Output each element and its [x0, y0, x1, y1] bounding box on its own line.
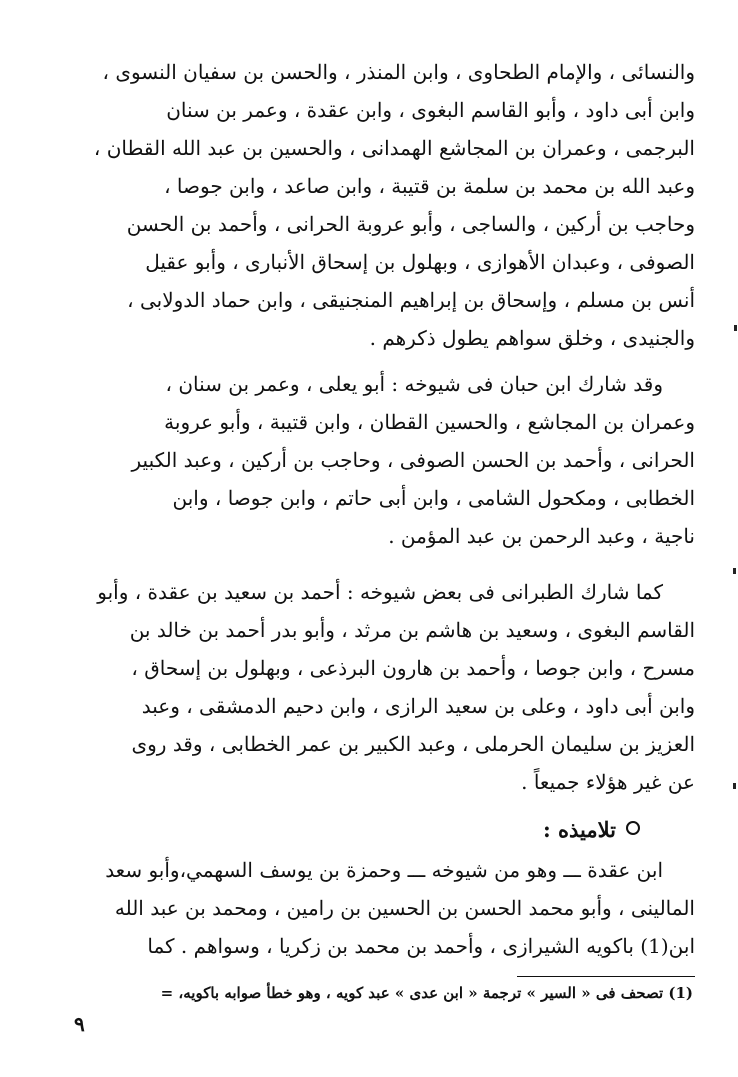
text-line: وعمران بن المجاشع ، والحسين القطان ، وابن قتيبة ، وأبو عروبة: [164, 410, 695, 434]
text-line: المالينى ، وأبو محمد الحسن بن الحسين بن رامين ، ومحمد بن عبد الله: [114, 896, 695, 920]
text-line: وقد شارك ابن حبان فى شيوخه : أبو يعلى ، وعمر بن سنان ،: [165, 372, 663, 396]
footnote: (1) تصحف فى « السير » ترجمة « ابن عدى » عبد كويه ، وهو خطأ صوابه باكويه، =: [160, 984, 693, 1002]
footnote-separator: [517, 976, 695, 977]
text-line: والجنيدى ، وخلق سواهم يطول ذكرهم .: [369, 326, 695, 350]
text-line: ابن عقدة ـــ وهو من شيوخه ـــ وحمزة بن يوسف السهمي،وأبو سعد: [105, 858, 663, 882]
text-line: الخطابى ، ومكحول الشامى ، وابن أبى حاتم ، وابن جوصا ، وابن: [172, 486, 695, 510]
text-line: وابن أبى داود ، وأبو القاسم البغوى ، وابن عقدة ، وعمر بن سنان: [166, 98, 695, 122]
section-heading: تلاميذه :: [542, 817, 616, 842]
text-line: الحرانى ، وأحمد بن الحسن الصوفى ، وحاجب بن أركين ، وعبد الكبير: [131, 448, 695, 472]
scan-mark: [733, 568, 736, 574]
page-number: ٩: [74, 1012, 85, 1036]
text-line: مسرح ، وابن جوصا ، وأحمد بن هارون البرذعى ، وبهلول بن إسحاق ،: [131, 656, 695, 680]
text-line: عن غير هؤلاء جميعاً .: [521, 770, 695, 794]
text-line: كما شارك الطبرانى فى بعض شيوخه : أحمد بن سعيد بن عقدة ، وأبو: [97, 580, 663, 604]
scan-mark: [733, 783, 736, 789]
text-line: البرجمى ، وعمران بن المجاشع الهمدانى ، والحسين بن عبد الله القطان ،: [93, 136, 695, 160]
text-line: والنسائى ، والإمام الطحاوى ، وابن المنذر ، والحسن بن سفيان النسوى ،: [102, 60, 695, 84]
text-line: العزيز بن سليمان الحرملى ، وعبد الكبير بن عمر الخطابى ، وقد روى: [131, 732, 695, 756]
text-line: وحاجب بن أركين ، والساجى ، وأبو عروبة الحرانى ، وأحمد بن الحسن: [126, 212, 695, 236]
text-line: ابن(1) باكويه الشيرازى ، وأحمد بن محمد بن زكريا ، وسواهم . كما: [147, 934, 695, 958]
circle-bullet-icon: [626, 821, 640, 835]
text-line: وعبد الله بن محمد بن سلمة بن قتيبة ، وابن صاعد ، وابن جوصا ،: [164, 174, 695, 198]
text-line: ناجية ، وعبد الرحمن بن عبد المؤمن .: [388, 524, 695, 548]
text-line: القاسم البغوى ، وسعيد بن هاشم بن مرثد ، وأبو بدر أحمد بن خالد بن: [129, 618, 695, 642]
scan-mark: [734, 325, 737, 331]
text-line: الصوفى ، وعبدان الأهوازى ، وبهلول بن إسحاق الأنبارى ، وأبو عقيل: [145, 250, 695, 274]
text-line: أنس بن مسلم ، وإسحاق بن إبراهيم المنجنيقى ، وابن حماد الدولابى ،: [127, 288, 695, 312]
text-line: وابن أبى داود ، وعلى بن سعيد الرازى ، وابن دحيم الدمشقى ، وعبد: [141, 694, 695, 718]
